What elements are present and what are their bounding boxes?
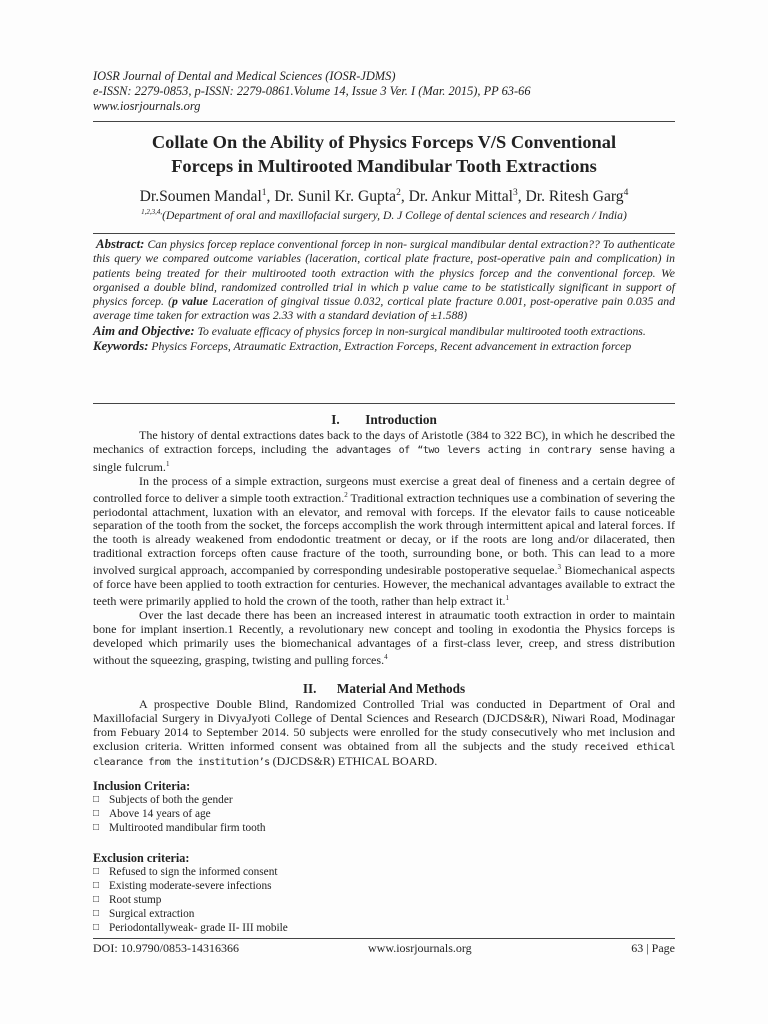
checkbox-bullet-icon: □ [93, 922, 100, 933]
inclusion-heading: Inclusion Criteria: [93, 779, 191, 793]
header-divider [93, 121, 675, 122]
footer-website[interactable]: www.iosrjournals.org [368, 941, 472, 955]
affiliation-sup: 1,2,3,4, [141, 208, 163, 216]
checkbox-bullet-icon: □ [93, 908, 100, 919]
exclusion-heading: Exclusion criteria: [93, 851, 190, 865]
list-item: □ Existing moderate-severe infections [93, 880, 272, 892]
aim-label: Aim and Objective: [93, 323, 195, 338]
section-heading-methods [93, 681, 675, 697]
inclusion-list [93, 793, 675, 835]
methods-paragraph-1: A prospective Double Blind, Randomized Controlled Trial was conducted in Department of Oral and Maxillofacial Surgery in DivyaJyoti College of Dental Sciences and Research (DJCDS&R), Niwari Road, Modinagar from Febuary 2014 to September 2014. 50 subjects were enrolled for the study consecutively who met inclusion and exclusion criteria. Written informed consent was obtained from all the subjects and the study received ethical clearance from the institution’s (DJCDS&R) ETHICAL BOARD. [93, 697, 675, 768]
affiliation [93, 205, 675, 223]
section-number: I. [331, 412, 340, 427]
exclusion-criteria [93, 851, 675, 935]
title-line-1: Collate On the Ability of Physics Forceps V/S Conventional [151, 132, 617, 152]
checkbox-bullet-icon: □ [93, 866, 100, 877]
inclusion-criteria [93, 779, 675, 835]
introduction-body [93, 429, 675, 668]
author: Dr. Sunil Kr. Gupta$^2$, [274, 188, 409, 206]
checkbox-bullet-icon: □ [93, 794, 100, 805]
section-heading-introduction [93, 412, 675, 428]
checkbox-bullet-icon: □ [93, 894, 100, 905]
title-line-2: Forceps in Multirooted Mandibular Tooth Extractions [171, 156, 597, 176]
list-item: □ Above 14 years of age [93, 808, 211, 820]
keywords-label: Keywords: [93, 339, 149, 354]
list-item: □ Surgical extraction [93, 908, 195, 920]
footer-page-number: 63 | Page [631, 941, 675, 955]
section-title: Introduction [365, 412, 437, 427]
author: Dr. Ankur Mittal$^3$, [408, 188, 526, 206]
affiliation-text: (Department of oral and maxillofacial surgery, D. J College of dental sciences and research / India) [162, 208, 627, 222]
paper-title [93, 130, 675, 178]
footer-doi[interactable]: DOI: 10.9790/0853-14316366 [93, 941, 239, 955]
abstract-top-divider [93, 233, 675, 234]
author: Dr.Soumen Mandal$^1$, [139, 188, 275, 206]
journal-name: IOSR Journal of Dental and Medical Sciences (IOSR-JDMS) [93, 69, 396, 83]
exclusion-list [93, 865, 675, 935]
abstract-paragraph: Abstract: Can physics forcep replace conventional forcep in non- surgical mandibular dental extraction?? To authenticate this query we compared outcome variables (laceration, cortical plate fracture, post-operative pain and complication) in patients being treated for their multirooted tooth extraction with the physics forcep and the conventional forcep. We organised a double blind, randomized controlled trial in which p value came to be statistically significant in support of physics forcep. (p value Laceration of gingival tissue 0.032, cortical plate fracture 0.001, post-operative pain 0.035 and average time taken for extraction was 2.33 with a standard deviation of ±1.588) [93, 237, 675, 323]
checkbox-bullet-icon: □ [93, 880, 100, 891]
abstract-bottom-divider [93, 403, 675, 404]
intro-paragraph-1: The history of dental extractions dates back to the days of Aristotle (384 to 322 BC), in which he described the mechanics of extraction forceps, including the advantages of “two levers acting in contrary sense having a single fulcrum.$^1$ [93, 428, 675, 474]
journal-header [93, 69, 675, 115]
methods-body [93, 698, 675, 770]
section-title: Material And Methods [336, 681, 466, 696]
footer-divider [93, 938, 675, 939]
intro-paragraph-2: In the process of a simple extraction, surgeons must exercise a great deal of fineness and a certain degree of controlled force to deliver a simple tooth extraction.$^2$ Traditional extraction techniques use a combination of severing the periodontal attachment, luxation with an elevator, and removal with forceps. If the elevator fails to cause noticeable separation of the tooth from the socket, the forceps accomplish the work through intermittent apical and lateral forces. If the tooth is already weakened from endodontic treatment or decay, or if the roots are long and/or dilacerated, then traditional extraction forceps often cause fracture of the tooth, surrounding bone, or both. This can lead to a more involved surgical approach, accompanied by corresponding undesirable postoperative sequelae.$^3$ Biomechanical aspects of force have been applied to tooth extraction for centuries. However, the mechanical advantages available to extract the teeth were primarily applied to hold the crown of the tooth, rather than help extract it.$^1$ [93, 473, 675, 609]
list-item: □ Root stump [93, 894, 162, 906]
list-item: □ Multirooted mandibular firm tooth [93, 822, 266, 834]
list-item: □ Subjects of both the gender [93, 794, 233, 806]
keywords-paragraph: Keywords: Physics Forceps, Atraumatic Extraction, Extraction Forceps, Recent advancement in extraction forcep [93, 339, 632, 354]
author-list [93, 183, 675, 207]
section-number: II. [302, 681, 317, 696]
checkbox-bullet-icon: □ [93, 822, 100, 833]
list-item: □ Periodontallyweak- grade II- III mobile [93, 922, 288, 934]
p-value-label: p value [171, 295, 208, 309]
author: Dr. Ritesh Garg$^4$ [525, 188, 629, 206]
abstract-label: Abstract: [96, 237, 145, 251]
abstract-block [93, 237, 675, 354]
intro-paragraph-3: Over the last decade there has been an increased interest in atraumatic tooth extraction in order to maintain bone for implant insertion.1 Recently, a revolutionary new concept and tooling in exodontia the Physics forceps is developed which primarily uses the biomechanical advantages of a first-class lever, creep, and stress distribution without the squeezing, grasping, twisting and pulling forces.$^4$ [93, 607, 675, 667]
aim-paragraph: Aim and Objective: To evaluate efficacy of physics forcep in non-surgical mandibular multirooted tooth extractions. [93, 323, 646, 338]
journal-website[interactable]: www.iosrjournals.org [93, 99, 201, 114]
journal-issn: e-ISSN: 2279-0853, p-ISSN: 2279-0861.Volume 14, Issue 3 Ver. I (Mar. 2015), PP 63-66 [93, 84, 531, 99]
checkbox-bullet-icon: □ [93, 808, 100, 819]
list-item: □ Refused to sign the informed consent [93, 866, 278, 878]
